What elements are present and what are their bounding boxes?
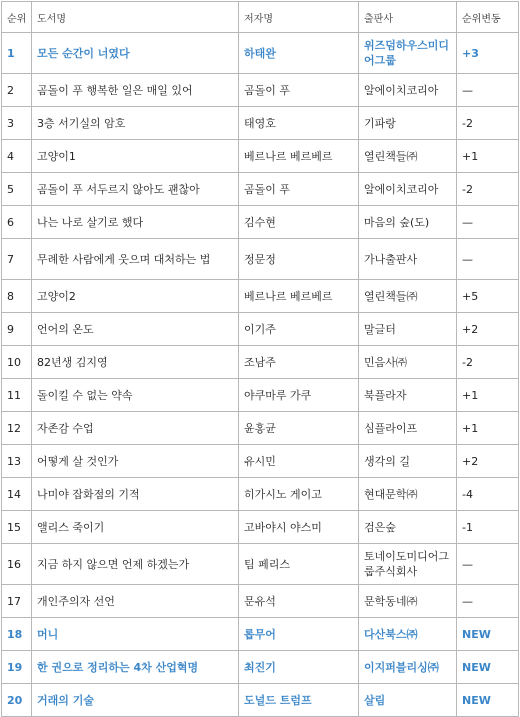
rank-cell: 20 [2,684,32,717]
title-cell: 어떻게 살 것인가 [32,445,239,478]
publisher-cell: 검은숲 [359,511,457,544]
change-cell: NEW [457,651,519,684]
table-row [2,544,519,585]
table-row [2,511,519,544]
author-cell: 이기주 [239,313,359,346]
rank-cell: 17 [2,585,32,618]
rank-cell: 11 [2,379,32,412]
rank-cell: 18 [2,618,32,651]
rank-cell: 14 [2,478,32,511]
change-cell: — [457,585,519,618]
title-cell: 고양이2 [32,280,239,313]
author-cell: 최진기 [239,651,359,684]
change-cell: +5 [457,280,519,313]
publisher-cell: 현대문학㈜ [359,478,457,511]
title-cell: 앨리스 죽이기 [32,511,239,544]
change-cell: +1 [457,379,519,412]
author-cell: 히가시노 게이고 [239,478,359,511]
publisher-cell: 말글터 [359,313,457,346]
author-cell: 베르나르 베르베르 [239,280,359,313]
change-cell: +1 [457,412,519,445]
change-cell: — [457,74,519,107]
author-cell: 롭무어 [239,618,359,651]
table-row [2,140,519,173]
header-change: 순위변동 [457,2,519,33]
header-title: 도서명 [32,2,239,33]
title-cell: 돌이킬 수 없는 약속 [32,379,239,412]
change-cell: -1 [457,511,519,544]
title-cell: 지금 하지 않으면 언제 하겠는가 [32,544,239,585]
publisher-cell: 열린책들㈜ [359,140,457,173]
author-cell: 베르나르 베르베르 [239,140,359,173]
table-body [2,33,519,717]
title-cell: 자존감 수업 [32,412,239,445]
publisher-cell: 열린책들㈜ [359,280,457,313]
rank-cell: 15 [2,511,32,544]
table-row [2,206,519,239]
table-row [2,651,519,684]
author-cell: 태영호 [239,107,359,140]
table-row [2,346,519,379]
title-cell: 무례한 사람에게 웃으며 대처하는 법 [32,239,239,280]
title-cell: 3층 서기실의 암호 [32,107,239,140]
rank-cell: 8 [2,280,32,313]
publisher-cell: 북플라자 [359,379,457,412]
header-author: 저자명 [239,2,359,33]
change-cell: +2 [457,445,519,478]
change-cell: +3 [457,33,519,74]
rank-cell: 12 [2,412,32,445]
publisher-cell: 이지퍼블리싱㈜ [359,651,457,684]
table-row [2,239,519,280]
bestseller-table [1,1,519,717]
author-cell: 곰돌이 푸 [239,74,359,107]
change-cell: NEW [457,618,519,651]
author-cell: 유시민 [239,445,359,478]
table-row [2,684,519,717]
author-cell: 윤홍균 [239,412,359,445]
publisher-cell: 민음사㈜ [359,346,457,379]
change-cell: — [457,544,519,585]
table-header [2,2,519,33]
publisher-cell: 토네이도미디어그룹주식회사 [359,544,457,585]
rank-cell: 1 [2,33,32,74]
author-cell: 곰돌이 푸 [239,173,359,206]
publisher-cell: 다산북스㈜ [359,618,457,651]
rank-cell: 7 [2,239,32,280]
publisher-cell: 가나출판사 [359,239,457,280]
change-cell: -2 [457,173,519,206]
table-row [2,313,519,346]
title-cell: 곰돌이 푸 행복한 일은 매일 있어 [32,74,239,107]
author-cell: 조남주 [239,346,359,379]
rank-cell: 2 [2,74,32,107]
title-cell: 거래의 기술 [32,684,239,717]
table-row [2,33,519,74]
table-row [2,478,519,511]
table-row [2,173,519,206]
title-cell: 고양이1 [32,140,239,173]
title-cell: 곰돌이 푸 서두르지 않아도 괜찮아 [32,173,239,206]
publisher-cell: 살림 [359,684,457,717]
rank-cell: 16 [2,544,32,585]
change-cell: +1 [457,140,519,173]
title-cell: 나는 나로 살기로 했다 [32,206,239,239]
title-cell: 모든 순간이 너였다 [32,33,239,74]
change-cell: — [457,206,519,239]
table-row [2,107,519,140]
table-row [2,618,519,651]
rank-cell: 4 [2,140,32,173]
title-cell: 머니 [32,618,239,651]
title-cell: 나미야 잡화점의 기적 [32,478,239,511]
rank-cell: 19 [2,651,32,684]
change-cell: -2 [457,107,519,140]
title-cell: 개인주의자 선언 [32,585,239,618]
author-cell: 문유석 [239,585,359,618]
publisher-cell: 알에이치코리아 [359,74,457,107]
author-cell: 하태완 [239,33,359,74]
publisher-cell: 마음의 숲(도) [359,206,457,239]
header-publisher: 출판사 [359,2,457,33]
change-cell: +2 [457,313,519,346]
author-cell: 김수현 [239,206,359,239]
header-rank: 순위 [2,2,32,33]
rank-cell: 10 [2,346,32,379]
publisher-cell: 위즈덤하우스미디어그룹 [359,33,457,74]
author-cell: 정문정 [239,239,359,280]
rank-cell: 5 [2,173,32,206]
table-row [2,412,519,445]
table-row [2,280,519,313]
author-cell: 야쿠마루 가쿠 [239,379,359,412]
table-row [2,379,519,412]
header-row [2,2,519,33]
author-cell: 팀 페리스 [239,544,359,585]
publisher-cell: 심플라이프 [359,412,457,445]
change-cell: -4 [457,478,519,511]
title-cell: 언어의 온도 [32,313,239,346]
change-cell: — [457,239,519,280]
change-cell: NEW [457,684,519,717]
rank-cell: 9 [2,313,32,346]
publisher-cell: 기파랑 [359,107,457,140]
publisher-cell: 문학동네㈜ [359,585,457,618]
title-cell: 한 권으로 정리하는 4차 산업혁명 [32,651,239,684]
table-row [2,445,519,478]
change-cell: -2 [457,346,519,379]
rank-cell: 13 [2,445,32,478]
publisher-cell: 알에이치코리아 [359,173,457,206]
table-row [2,585,519,618]
author-cell: 도널드 트럼프 [239,684,359,717]
rank-cell: 3 [2,107,32,140]
author-cell: 고바야시 야스미 [239,511,359,544]
rank-cell: 6 [2,206,32,239]
title-cell: 82년생 김지영 [32,346,239,379]
table-row [2,74,519,107]
publisher-cell: 생각의 길 [359,445,457,478]
